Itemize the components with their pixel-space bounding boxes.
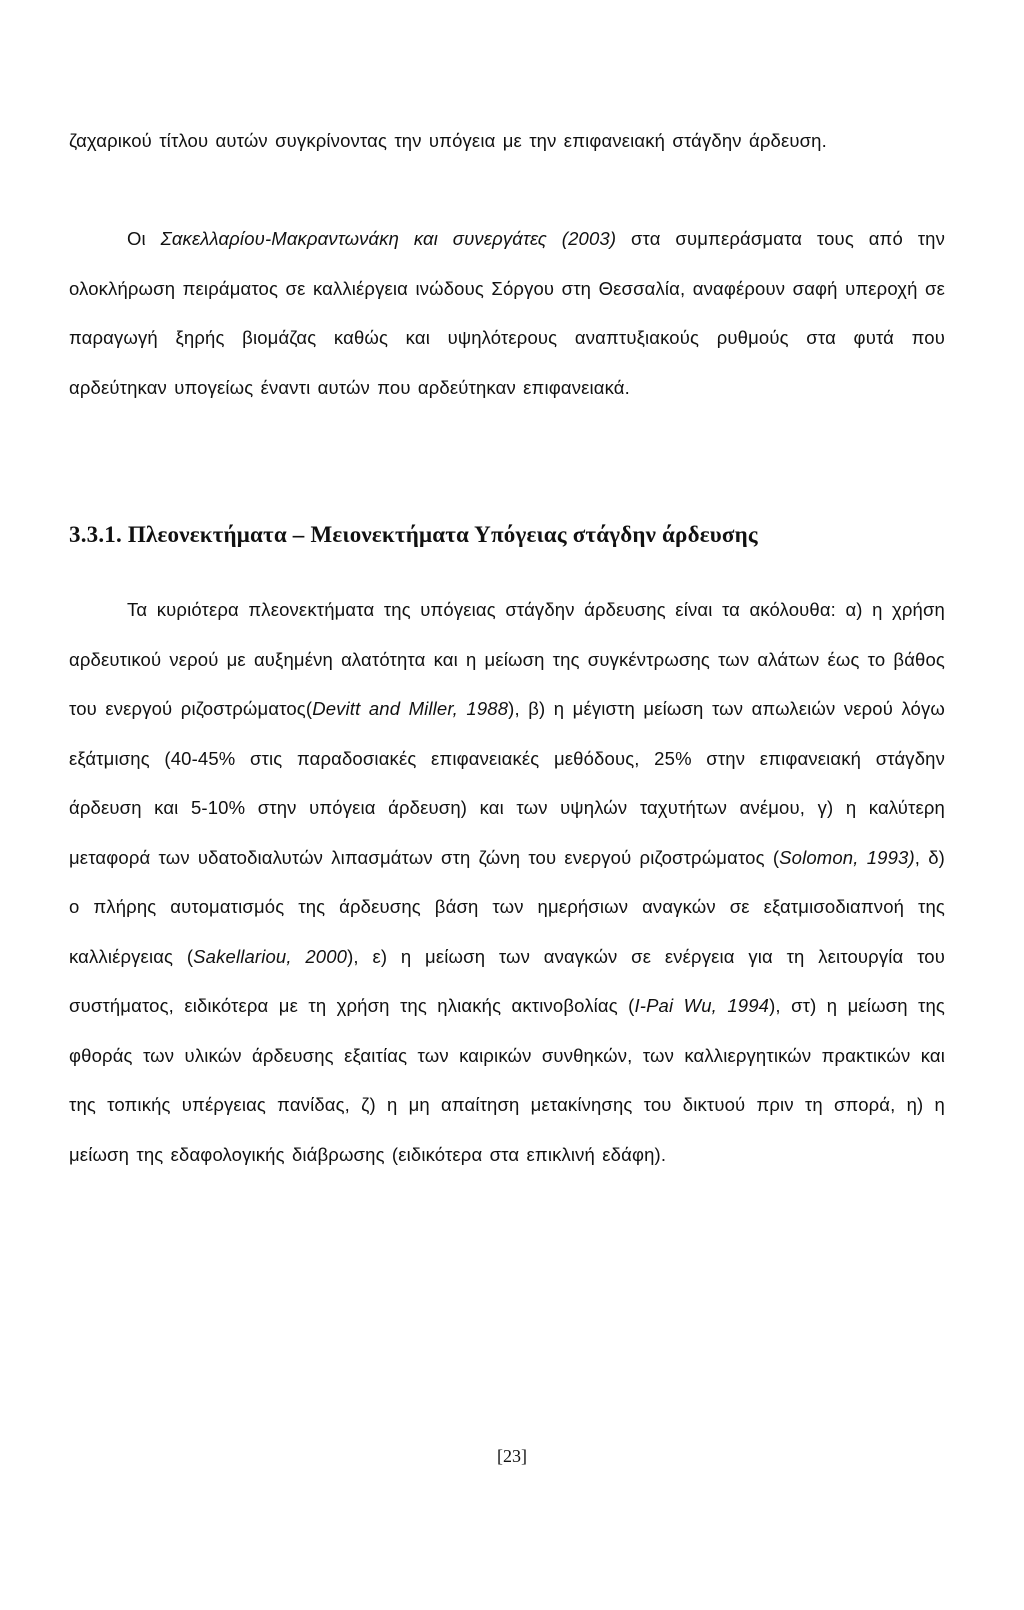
advantages-text-2: ), β) η μέγιστη μείωση των απωλειών νερού λόγω εξάτμισης (40-45% στις παραδοσιακές επιφανειακές μεθόδους, 25% στην επιφανειακή στάγδην άρδευση και 5-10% στην υπόγεια άρδευση) και των υψηλών ταχυτήτων ανέμου, γ) η καλύτερη μεταφορά των υδατοδιαλυτών λιπασμάτων στη ζώνη του ενεργού ριζοστρώματος ( [69, 698, 945, 868]
citation-sakellariou: Sakellariou, 2000 [193, 945, 348, 967]
continuation-paragraph [69, 116, 945, 166]
advantages-text-5: ), στ) η μείωση της φθοράς των υλικών άρδευσης εξαιτίας των καιρικών συνθηκών, των καλλιεργητικών πρακτικών και της τοπικής υπέργειας πανίδας, ζ) η μη απαίτηση μετακίνησης του δικτυού πριν τη σπορά, η) η μείωση της εδαφολογικής διάβρωσης (ειδικότερα στα επικλινή εδάφη). [69, 995, 946, 1165]
study-findings-text: στα συμπεράσματα τους από την ολοκλήρωση πειράματος σε καλλιέργεια ινώδους Σόργου στη Θεσσαλία, αναφέρουν σαφή υπεροχή σε παραγωγή ξηρής βιομάζας καθώς και υψηλότερους αναπτυξιακούς ρυθμούς στα φυτά που αρδεύτηκαν υπογείως έναντι αυτών που αρδεύτηκαν επιφανειακά. [69, 228, 946, 398]
study-lead: Οι [127, 228, 161, 249]
advantages-text-1: Τα κυριότερα πλεονεκτήματα της υπόγειας στάγδην άρδευσης είναι τα ακόλουθα: α) η χρήση αρδευτικού νερού με αυξημένη αλατότητα και η μείωση της συγκέντρωσης των αλάτων έως το βάθος του ενεργού ριζοστρώματος( [69, 599, 945, 719]
study-authors-citation: Σακελλαρίου-Μακραντωνάκη και συνεργάτες (2003) [160, 228, 617, 249]
continuation-text: ζαχαρικού τίτλου αυτών συγκρίνοντας την υπόγεια με την επιφανειακή στάγδην άρδευση. [69, 130, 827, 151]
citation-ipai-wu: I-Pai Wu, 1994 [634, 995, 770, 1016]
advantages-text-3: , δ) ο πλήρης αυτοματισμός της άρδευσης βάση των ημερήσιων αναγκών σε εξατμισοδιαπνοή της καλλιέργειας ( [69, 846, 945, 967]
study-paragraph [69, 214, 945, 412]
advantages-paragraph [69, 585, 945, 1179]
page-number: [23] [497, 1446, 527, 1466]
section-heading: 3.3.1. Πλεονεκτήματα – Μειονεκτήματα Υπόγειας στάγδην άρδευσης [69, 522, 758, 547]
citation-solomon: Solomon, 1993) [779, 846, 915, 868]
advantages-text-4: ), ε) η μείωση των αναγκών σε ενέργεια για τη λειτουργία του συστήματος, ειδικότερα με τη χρήση της ηλιακής ακτινοβολίας ( [69, 945, 945, 1016]
citation-devitt-miller: Devitt and Miller, 1988 [312, 698, 509, 719]
